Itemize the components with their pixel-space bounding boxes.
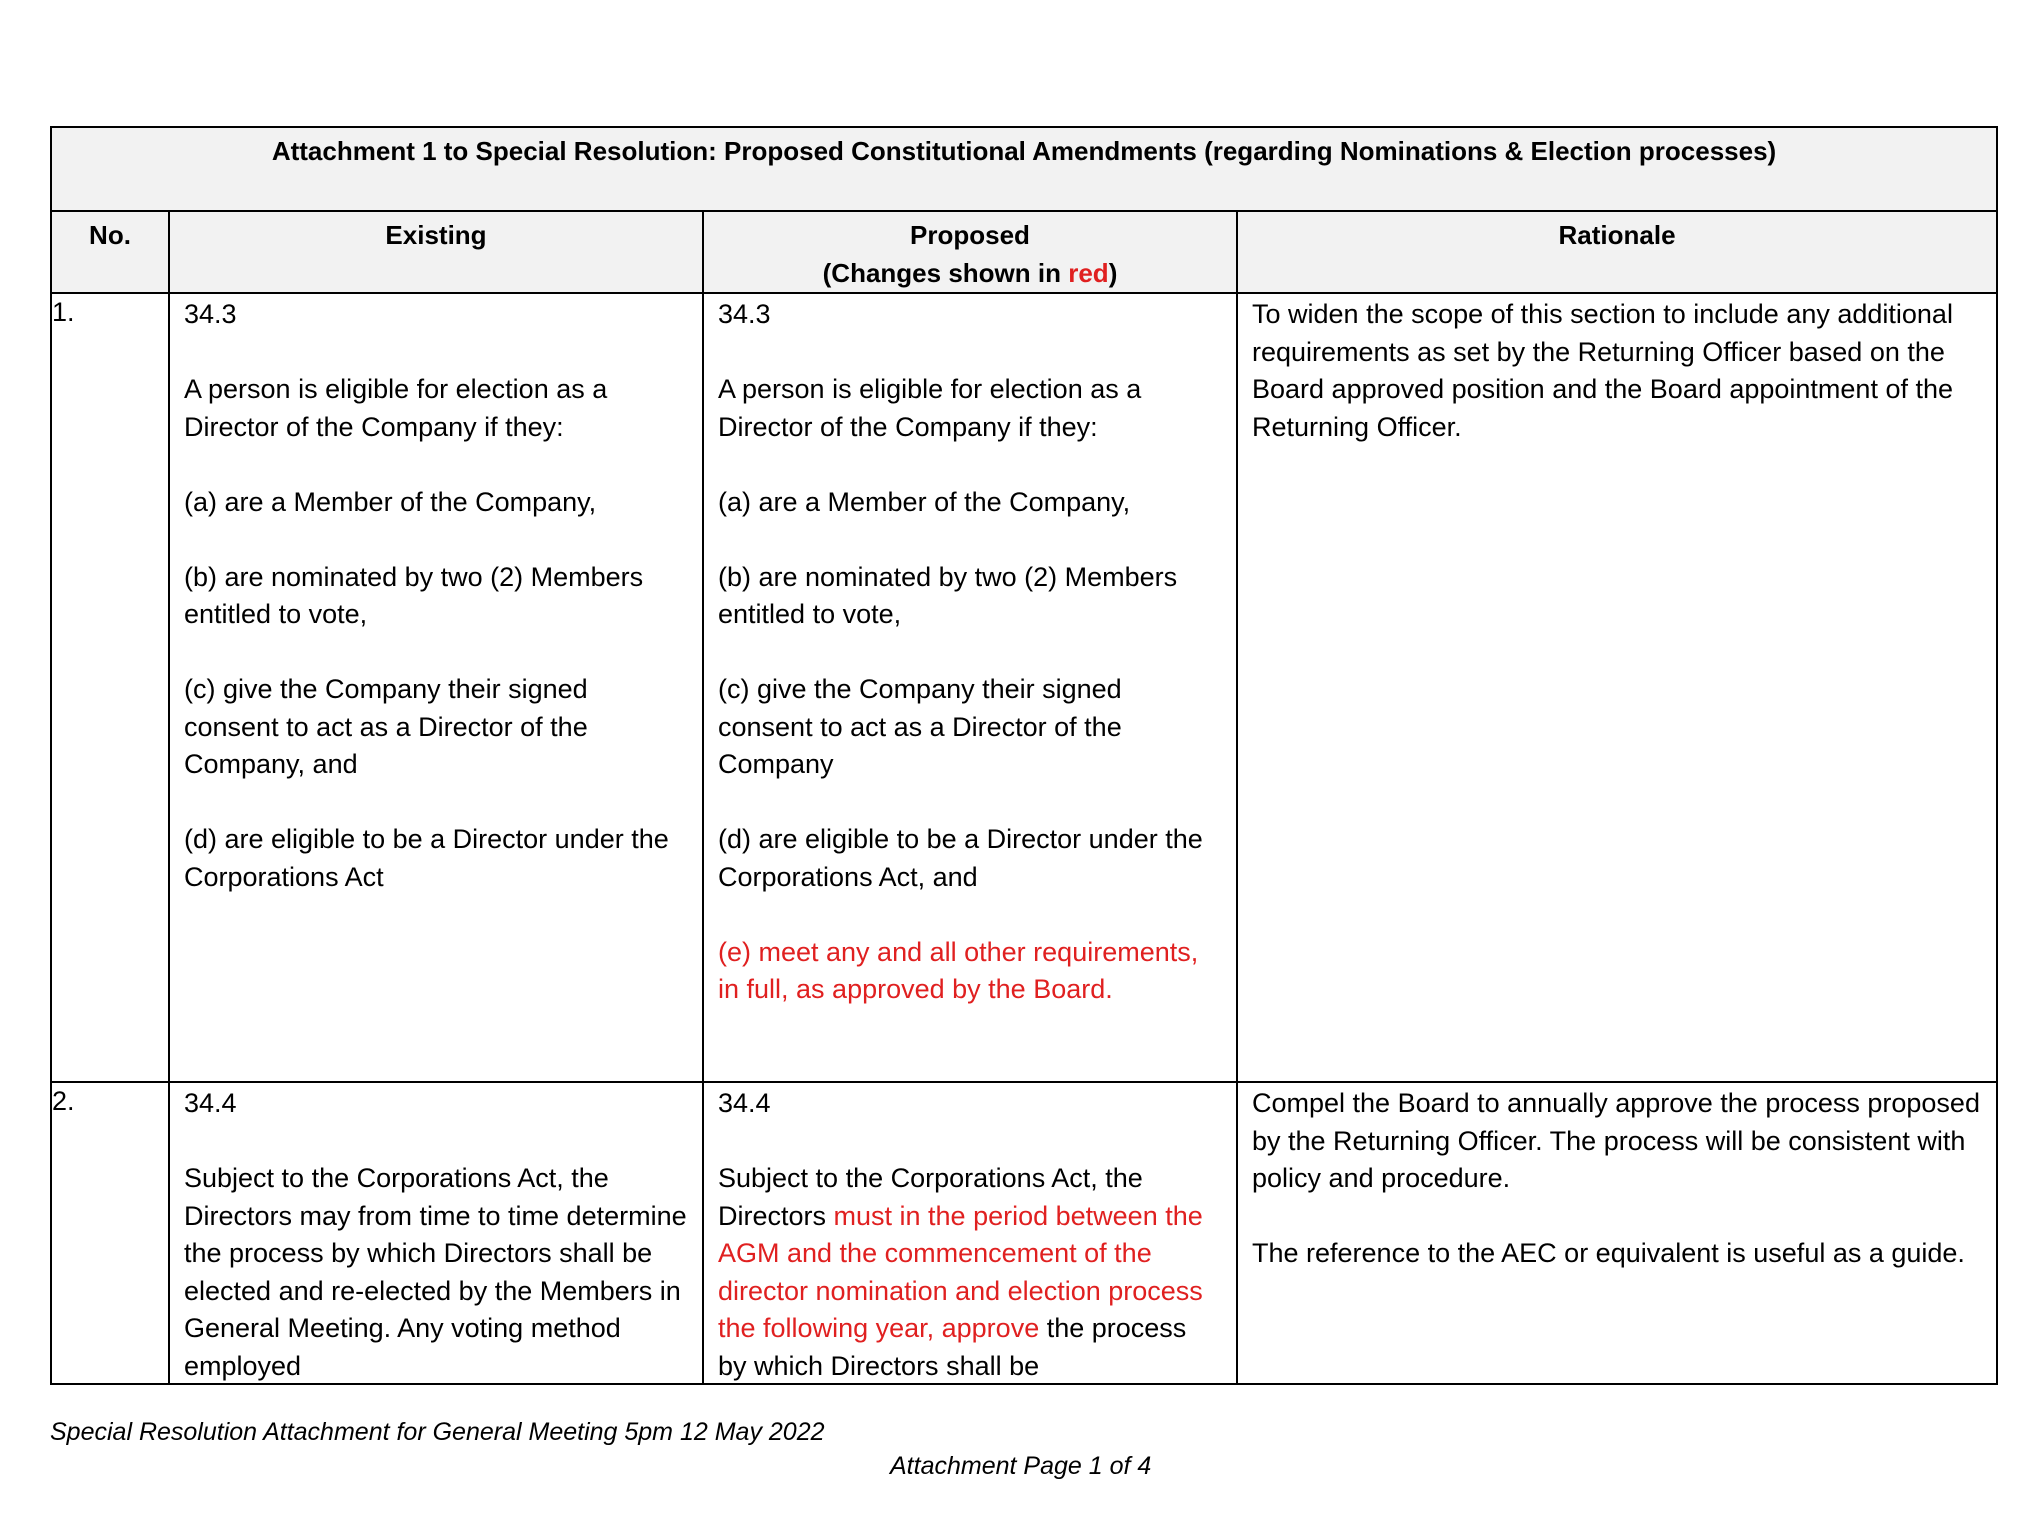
header-proposed (703, 211, 1237, 293)
proposed-cell (703, 293, 1237, 1082)
clause-item-c: (c) give the Company their signed consent to act as a Director of the Company, and (184, 674, 588, 779)
clause-item-d: (d) are eligible to be a Director under the Corporations Act (184, 824, 669, 892)
clause-item-b: (b) are nominated by two (2) Members entitled to vote, (184, 561, 644, 629)
header-existing: Existing (169, 211, 703, 293)
header-no: No. (51, 211, 169, 293)
clause-intro: A person is eligible for election as a Director of the Company if they: (184, 374, 608, 442)
table-row (51, 1082, 1997, 1384)
clause-text: Subject to the Corporations Act, the Directors must in the period between the AGM and the commencement of the director nomination and election process the following year, approve the process by which Directors shall be (718, 1163, 1203, 1381)
clause-text-change: must in the period between the AGM and the commencement of the director nomination and election process the following year, approve (718, 1200, 1203, 1343)
existing-cell (169, 293, 703, 1082)
rationale-cell (1237, 1082, 1997, 1384)
footer-meeting: Special Resolution Attachment for General Meeting 5pm 12 May 2022 (50, 1418, 825, 1446)
clause-item-d: (d) are eligible to be a Director under the Corporations Act, and (718, 824, 1203, 892)
table-title: Attachment 1 to Special Resolution: Proposed Constitutional Amendments (regarding Nominations & Election processes) (51, 127, 1997, 211)
clause-intro: A person is eligible for election as a Director of the Company if they: (718, 374, 1142, 442)
clause-number: 34.3 (184, 299, 237, 329)
row-number: 1. (51, 293, 169, 1082)
footer-page-number: Attachment Page 1 of 4 (890, 1452, 1152, 1480)
clause-item-c: (c) give the Company their signed consent to act as a Director of the Company (718, 674, 1122, 779)
clause-item-b: (b) are nominated by two (2) Members entitled to vote, (718, 561, 1178, 629)
clause-item-e-added: (e) meet any and all other requirements, in full, as approved by the Board. (718, 936, 1199, 1004)
header-proposed-note: (Changes shown in red) (822, 258, 1118, 288)
clause-number: 34.3 (718, 299, 771, 329)
clause-number: 34.4 (718, 1088, 771, 1118)
clause-number: 34.4 (184, 1088, 237, 1118)
row-number: 2. (51, 1082, 169, 1384)
rationale-text: The reference to the AEC or equivalent is useful as a guide. (1252, 1238, 1965, 1268)
proposed-cell (703, 1082, 1237, 1384)
rationale-text: To widen the scope of this section to include any additional requirements as set by the Returning Officer based on the Board approved position and the Board appointment of the Returning Officer. (1252, 299, 1953, 442)
rationale-text: Compel the Board to annually approve the process proposed by the Returning Officer. The process will be consistent with policy and procedure. (1252, 1088, 1980, 1193)
clause-item-a: (a) are a Member of the Company, (718, 486, 1131, 517)
header-rationale: Rationale (1237, 211, 1997, 293)
rationale-cell (1237, 293, 1997, 1082)
table-row (51, 293, 1997, 1082)
amendments-table (50, 126, 1998, 1385)
existing-cell (169, 1082, 703, 1384)
header-proposed-label: Proposed (910, 220, 1030, 250)
clause-item-a: (a) are a Member of the Company, (184, 486, 597, 517)
clause-text: Subject to the Corporations Act, the Directors may from time to time determine the process by which Directors shall be elected and re-elected by the Members in General Meeting. Any voting method employed (184, 1163, 687, 1381)
